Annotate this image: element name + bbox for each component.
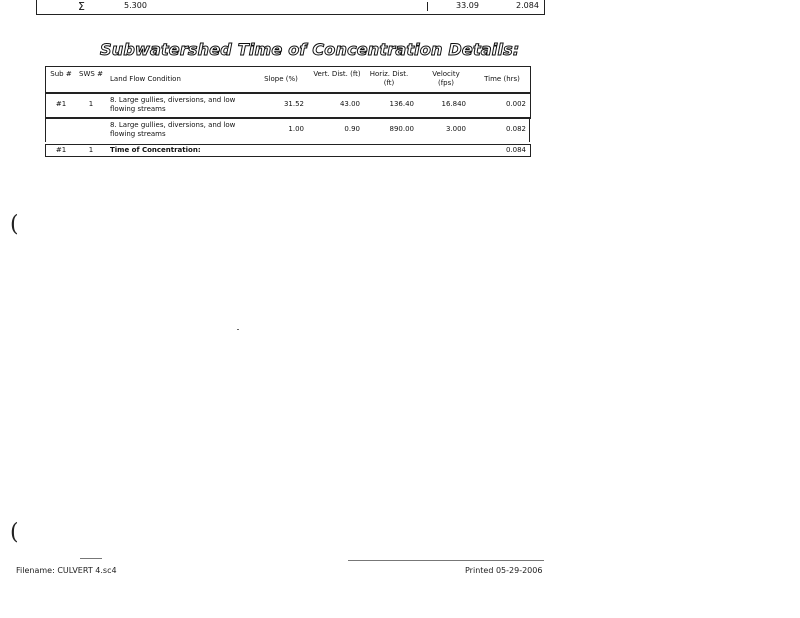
footer-rule-right xyxy=(348,560,544,561)
footer-rule-left xyxy=(80,558,102,559)
row-2-horiz: 890.00 xyxy=(389,125,414,133)
total-sws: 1 xyxy=(88,146,94,154)
footer-filename: Filename: CULVERT 4.sc4 xyxy=(16,566,117,575)
header-sws: SWS # xyxy=(79,70,103,78)
row-2-time: 0.082 xyxy=(505,125,526,133)
header-sub: Sub # xyxy=(50,70,72,78)
row-2-vert: 0.90 xyxy=(344,125,360,133)
row-1-slope: 31.52 xyxy=(283,100,304,108)
row-divider xyxy=(45,117,529,118)
scan-speck xyxy=(237,329,239,330)
row-2-slope: 1.00 xyxy=(288,125,304,133)
summary-value-b: 2.084 xyxy=(516,1,539,10)
total-label: Time of Concentration: xyxy=(110,146,201,154)
header-land-flow: Land Flow Condition xyxy=(110,75,181,83)
row-1-velocity: 16.840 xyxy=(441,100,466,108)
section-title: Subwatershed Time of Concentration Details: xyxy=(100,40,520,59)
header-slope: Slope (%) xyxy=(264,75,298,83)
row-1-horiz: 136.40 xyxy=(389,100,414,108)
total-sub: #1 xyxy=(55,146,67,154)
row-2-condition: 8. Large gullies, diversions, and low flowing streams xyxy=(110,121,236,138)
row-2-right-border xyxy=(529,117,530,142)
header-horiz-dist: Horiz. Dist. (ft) xyxy=(369,70,409,87)
sigma-symbol: Σ xyxy=(78,0,85,13)
row-1-condition: 8. Large gullies, diversions, and low flowing streams xyxy=(110,96,236,113)
row-2-left-border xyxy=(45,117,46,142)
punch-hole-mark: ( xyxy=(10,520,19,545)
header-velocity: Velocity (fps) xyxy=(432,70,460,87)
row-1-sub: #1 xyxy=(55,100,67,108)
row-1-vert: 43.00 xyxy=(339,100,360,108)
header-time: Time (hrs) xyxy=(484,75,520,83)
total-time: 0.084 xyxy=(505,146,526,154)
summary-value-a: 33.09 xyxy=(456,1,479,10)
row-1-sws: 1 xyxy=(88,100,94,108)
header-vert-dist: Vert. Dist. (ft) xyxy=(313,70,361,78)
footer-printed-date: Printed 05-29-2006 xyxy=(465,566,543,575)
row-1-time: 0.002 xyxy=(505,100,526,108)
summary-divider xyxy=(427,2,428,11)
punch-hole-mark: ( xyxy=(10,212,19,237)
row-2-velocity: 3.000 xyxy=(445,125,466,133)
summary-area: 5.300 xyxy=(124,1,147,10)
